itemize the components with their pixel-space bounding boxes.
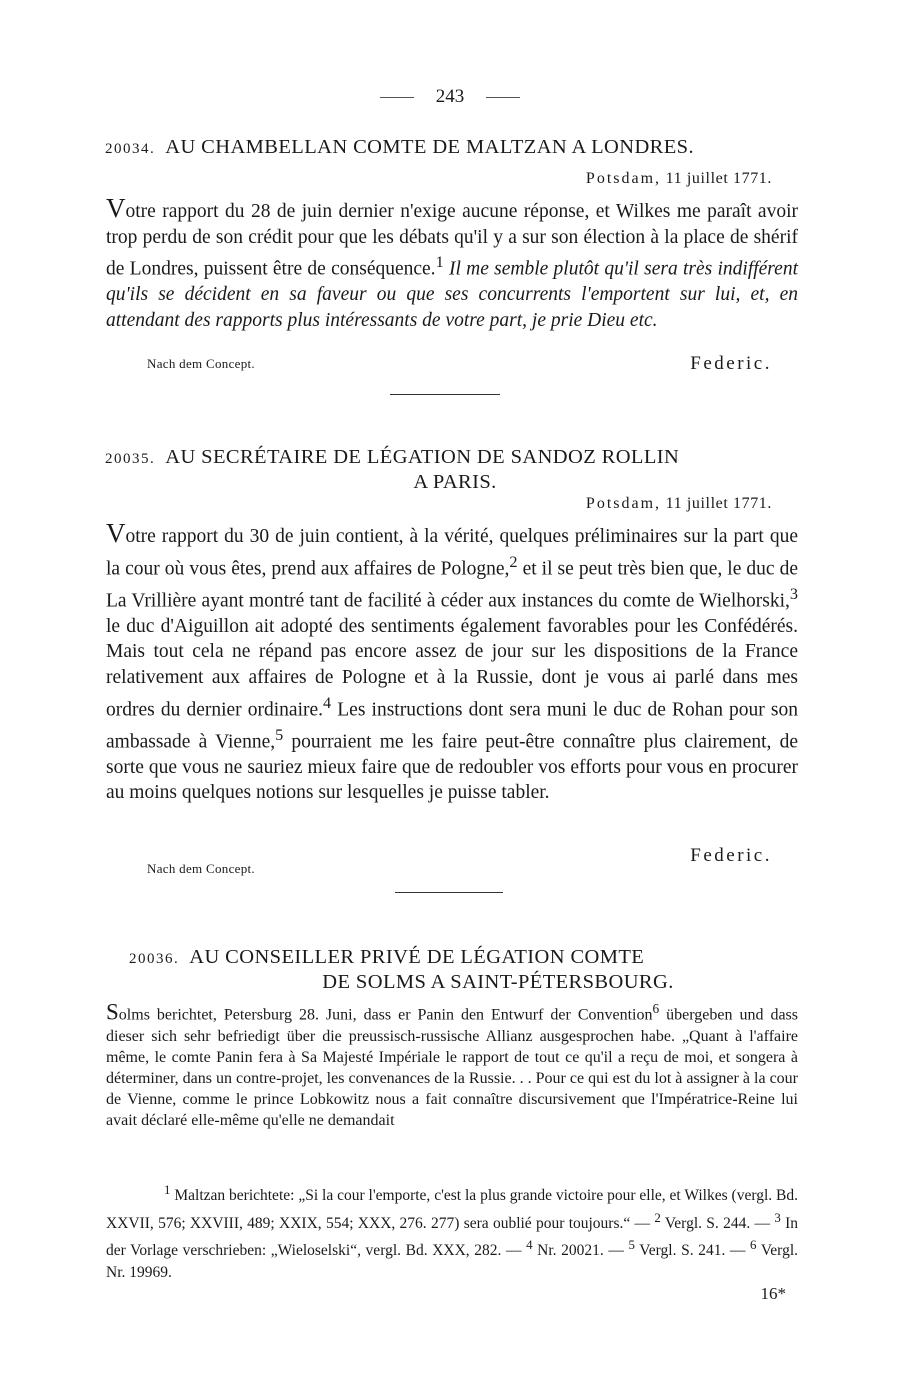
dateline-place: Potsdam, bbox=[585, 495, 662, 512]
footnote-number: 5 bbox=[628, 1237, 635, 1253]
footnote-ref: 2 bbox=[509, 552, 518, 571]
body-text: otre rapport du 28 de juin dernier n'exige aucune réponse, et Wilkes me paraît avoir trop perdu de son crédit pour que les débats qu'il y a sur son élection à la place de shérif de Londres, puissent être de conséquence. bbox=[106, 201, 798, 280]
signature: Federic. bbox=[690, 845, 772, 866]
body-text: otre rapport du 30 de juin contient, à la vérité, quelques préliminaires sur la part que la cour où vous êtes, prend aux affaires de Pologne, bbox=[106, 526, 798, 580]
body-text: übergeben und dass dieser sich sehr befriedigt über die preussisch-russische Allianz ausgesprochen habe. „Quant à l'affaire même, le comte Panin fera à Sa Majesté Impériale le rapport de tout ce qu'il a reçu de moi, et songera à déterminer, dans un contre-projet, les convenances de la Russie. . . Pour ce qui est du lot à assigner à la cour de Vienne, comme le prince Lobkowitz nous a fait connaître discursivement que l'Impératrice-Reine lui avait déclaré elle-même qu'elle ne demandait bbox=[106, 1006, 798, 1130]
footnote-ref: 1 bbox=[435, 253, 444, 272]
footnote-text: In der Vorlage verschrieben: „Wieloselski“, vergl. Bd. XXX, 282. — bbox=[106, 1214, 798, 1260]
footnote-ref: 4 bbox=[323, 693, 332, 712]
header-dash-left bbox=[380, 97, 414, 98]
letter-20035-dateline bbox=[586, 495, 772, 513]
section-divider bbox=[390, 394, 500, 395]
footnote-number: 3 bbox=[774, 1209, 781, 1225]
dateline-date: 11 juillet 1771. bbox=[665, 495, 772, 512]
letter-20036-title bbox=[105, 946, 805, 969]
letter-number: 20035. bbox=[105, 451, 156, 467]
body-text: pourraient me les faire peut-être connaître plus clairement, de sorte que vous ne sauriez mieux faire que de redoubler vos efforts pour vous en procurer au moins quelques notions sur lesquelles je puisse tabler. bbox=[106, 731, 798, 804]
signature: Federic. bbox=[690, 353, 772, 374]
concept-note: Nach dem Concept. bbox=[147, 356, 255, 371]
letter-20036-title-line2: DE SOLMS A SAINT-PÉTERSBOURG. bbox=[322, 971, 674, 993]
header-dash-right bbox=[486, 97, 520, 98]
footnotes bbox=[106, 1179, 798, 1283]
footnote-text: Vergl. Nr. 19969. bbox=[106, 1242, 799, 1281]
concept-note: Nach dem Concept. bbox=[147, 861, 255, 876]
dateline-place: Potsdam, bbox=[585, 170, 662, 187]
footnote-text: Vergl. S. 244. — bbox=[660, 1214, 775, 1232]
letter-20034-dateline bbox=[586, 170, 772, 188]
footnote-text: Nr. 20021. — bbox=[532, 1242, 629, 1260]
body-text: olms berichtet, Petersburg 28. Juni, dass er Panin den Entwurf der Convention bbox=[118, 1006, 653, 1024]
drop-capital: V bbox=[106, 193, 126, 223]
letter-number: 20034. bbox=[105, 141, 156, 157]
letter-heading: AU CONSEILLER PRIVÉ DE LÉGATION COMTE bbox=[189, 946, 645, 968]
letter-heading: AU CHAMBELLAN COMTE DE MALTZAN A LONDRES. bbox=[165, 136, 694, 158]
footnote-text: Maltzan berichtete: „Si la cour l'emporte, c'est la plus grande victoire pour elle, et Wilkes (vergl. Bd. XXVII, 576; XXVIII, 489; XXIX, 554; XXX, 276. 277) sera oublié pour toujours.“ — bbox=[106, 1187, 798, 1232]
footnote-number: 1 bbox=[164, 1182, 171, 1197]
body-text-italic: Il me semble plutôt qu'il sera très indifférent qu'ils se décident en sa faveur ou que ses concurrents l'emportent sur lui, et, en attendant des rapports plus intéressants de votre part, je prie Dieu etc. bbox=[106, 258, 798, 331]
letter-20034-title bbox=[105, 136, 805, 159]
letter-20035-title bbox=[105, 446, 805, 469]
letter-number: 20036. bbox=[129, 951, 180, 967]
footnote-ref: 5 bbox=[275, 725, 284, 744]
letter-20035-body bbox=[106, 518, 798, 806]
body-text: et il se peut très bien que, le duc de La Vrillière ayant montré tant de facilité à céder aux instances du comte de Wielhorski, bbox=[106, 558, 798, 612]
footnote-number: 4 bbox=[526, 1237, 533, 1253]
page-number: 243 bbox=[435, 86, 465, 107]
dateline-date: 11 juillet 1771. bbox=[665, 170, 772, 187]
footnote-ref: 6 bbox=[652, 1001, 660, 1016]
letter-20035-title-line2: A PARIS. bbox=[413, 471, 497, 493]
drop-capital: S bbox=[106, 999, 119, 1025]
footnote-number: 2 bbox=[654, 1209, 661, 1225]
drop-capital: V bbox=[106, 518, 126, 548]
printer-signature-mark: 16* bbox=[760, 1284, 786, 1303]
letter-heading: AU SECRÉTAIRE DE LÉGATION DE SANDOZ ROLLIN bbox=[165, 446, 680, 468]
footnote-ref: 3 bbox=[789, 584, 798, 603]
body-text: le duc d'Aiguillon ait adopté des sentiments également favorables pour les Confédérés. Mais tout cela ne répand pas encore assez de jour sur les dispositions de la France relativement aux affaires de Pologne et à la Russie, dont je vous ai parlé dans mes ordres du dernier ordinaire. bbox=[106, 615, 798, 721]
letter-20036-body bbox=[106, 998, 798, 1132]
footnote-number: 6 bbox=[750, 1237, 757, 1253]
section-divider bbox=[395, 892, 503, 893]
letter-20034-body bbox=[106, 193, 798, 333]
page-header bbox=[0, 86, 900, 108]
body-text: Les instructions dont sera muni le duc de Rohan pour son ambassade à Vienne, bbox=[106, 699, 798, 753]
footnote-text: Vergl. S. 241. — bbox=[634, 1242, 751, 1260]
